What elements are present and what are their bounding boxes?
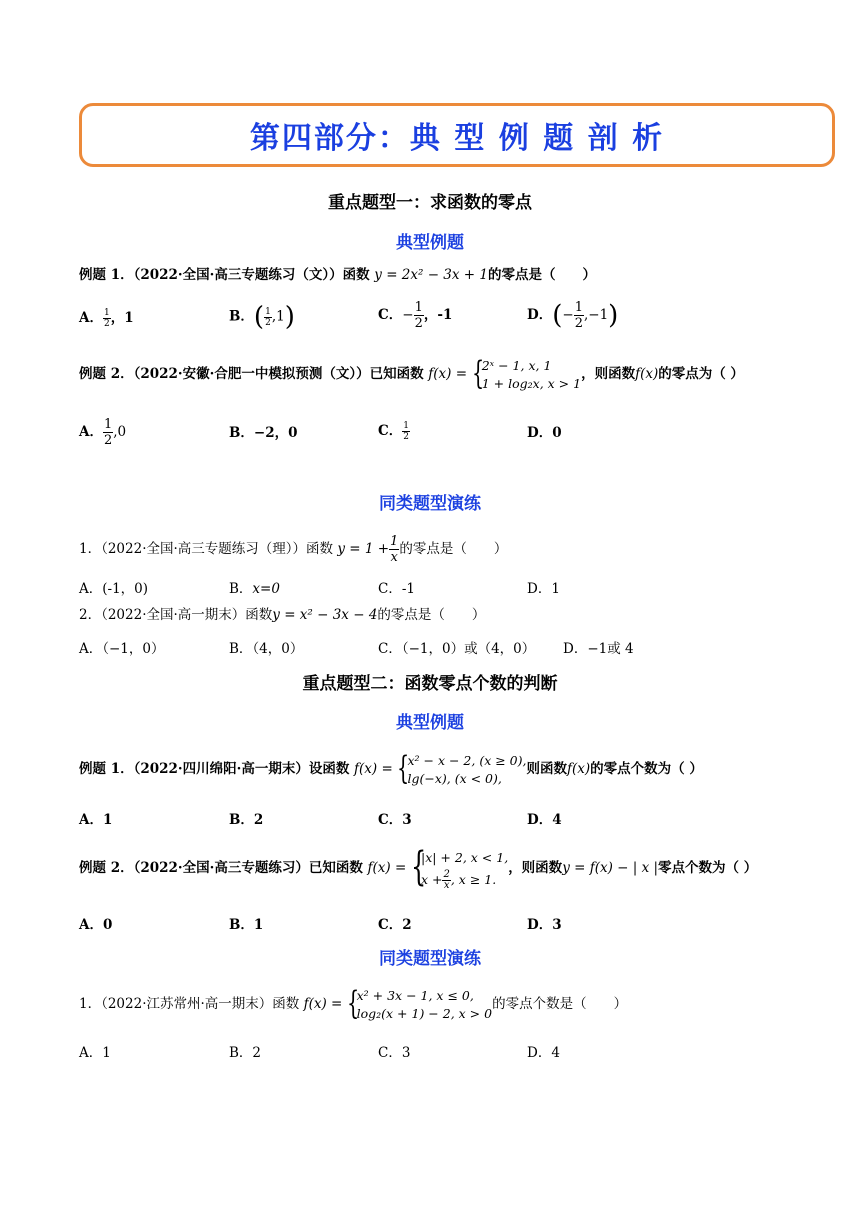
question-label: 例题 1． (79, 267, 134, 283)
s1-p2-option-a: A．（−1，0） (79, 641, 165, 657)
s2-ex2-option-b: B．1 (229, 917, 264, 933)
piecewise-function: { |x| + 2, x < 1, x + $\frac{2}{x}$ , x ≥ 1. (410, 843, 509, 891)
question-suffix: 的零点是（ ） (488, 267, 596, 283)
s1-ex1-option-b: B．( $\frac{1}{2}$ ,1) (229, 302, 295, 332)
section2-typical-heading: 典型例题 (396, 713, 464, 733)
s1-example1-question (79, 265, 596, 285)
s2-ex1-option-a: A．1 (79, 812, 113, 828)
s2-example2-question: 例题 2．（2022·全国·高三专题练习）已知函数 f(x) = { |x| + 2, x < 1, x + $\frac{2}{x}$ , x ≥ 1. ，则函数y = f(x) − | x |零点个数为（ ） (79, 843, 758, 891)
piecewise-function: { 2ˣ − 1, x, 1 1 + log₂x, x > 1 (471, 353, 582, 392)
s1-example2-question: 例题 2．（2022·安徽·合肥一中模拟预测（文））已知函数 f(x) = { 2ˣ − 1, x, 1 1 + log₂x, x > 1 ，则函数f(x)的零点为（ ） (79, 353, 744, 392)
piecewise-function: { x² + 3x − 1, x ≤ 0, log₂(x + 1) − 2, x > 0 (346, 983, 493, 1022)
question-formula: y = 2x² − 3x + 1 (374, 267, 488, 283)
s1-p2-option-b: B．（4，0） (229, 641, 304, 657)
s2-ex2-option-d: D．3 (527, 917, 562, 933)
s2-ex2-option-c: C．2 (378, 917, 412, 933)
s1-ex1-option-d: D．(− $\frac{1}{2}$ ,−1) (527, 300, 619, 331)
s2-ex1-option-c: C．3 (378, 812, 412, 828)
section-banner (79, 103, 835, 167)
s2-p1-option-b: B．2 (229, 1045, 262, 1061)
question-source: （2022·全国·高三专题练习（文））函数 (133, 267, 370, 283)
s1-p2-option-c: C．（−1，0）或（4，0） (378, 641, 536, 657)
s1-ex2-option-b: B．−2，0 (229, 425, 298, 441)
s1-practice1-question: 1．（2022·全国·高三专题练习（理））函数 y = 1 + $\frac{1}{x}$ 的零点是（ ） (79, 534, 508, 565)
s1-p1-option-c: C．-1 (378, 581, 415, 597)
s1-ex2-option-d: D．0 (527, 425, 562, 441)
section1-typical-heading: 典型例题 (396, 233, 464, 253)
s1-p2-option-d: D．−1或 4 (563, 641, 634, 657)
s1-p1-option-a: A．(-1，0) (79, 581, 149, 597)
s1-ex2-option-a: A． $\frac{1}{2}$ ,0 (79, 417, 127, 448)
banner-title: 第四部分：典 型 例 题 剖 析 (249, 121, 665, 156)
s2-ex1-option-d: D．4 (527, 812, 562, 828)
s2-ex1-option-b: B．2 (229, 812, 264, 828)
s1-ex1-option-a: A． $\frac{1}{2}$ ，1 (79, 308, 134, 329)
piecewise-function: { x² − x − 2, (x ≥ 0), lg(−x), (x < 0), (397, 748, 527, 787)
s2-p1-option-d: D．4 (527, 1045, 560, 1061)
s1-p1-option-b: B．x=0 (229, 581, 280, 597)
s1-practice2-question: 2．（2022·全国·高一期末）函数y = x² − 3x − 4的零点是（ ） (79, 607, 486, 623)
s2-p1-option-a: A．1 (79, 1045, 111, 1061)
s2-p1-option-c: C．3 (378, 1045, 411, 1061)
s1-ex1-option-c: C．− $\frac{1}{2}$ ，-1 (378, 300, 453, 331)
s2-practice1-question: 1．（2022·江苏常州·高一期末）函数 f(x) = { x² + 3x − 1, x ≤ 0, log₂(x + 1) − 2, x > 0 的零点个数是（ ） (79, 983, 628, 1022)
section2-practice-heading: 同类题型演练 (379, 949, 481, 969)
s1-p1-option-d: D．1 (527, 581, 560, 597)
s2-example1-question: 例题 1．（2022·四川绵阳·高一期末）设函数 f(x) = { x² − x − 2, (x ≥ 0), lg(−x), (x < 0), 则函数f(x)的零点个数为（ ） (79, 748, 703, 787)
section1-title: 重点题型一：求函数的零点 (328, 193, 532, 213)
s1-ex2-option-c: C． $\frac{1}{2}$ (378, 421, 409, 442)
section1-practice-heading: 同类题型演练 (379, 494, 481, 514)
section2-title: 重点题型二：函数零点个数的判断 (302, 674, 558, 694)
s2-ex2-option-a: A．0 (79, 917, 113, 933)
